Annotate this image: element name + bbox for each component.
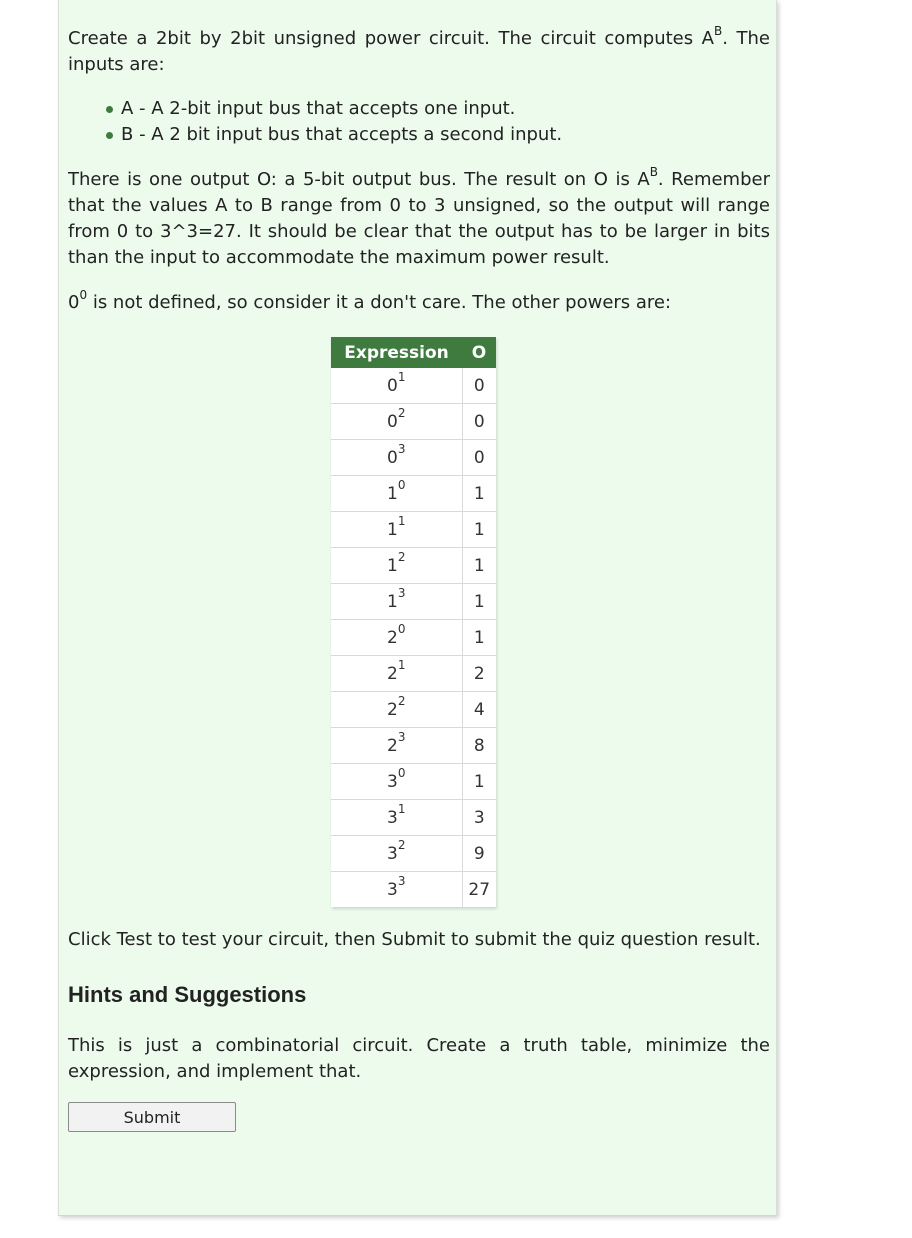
submit-button[interactable]: Submit (68, 1102, 236, 1132)
expression-base: 1 (387, 555, 398, 576)
output-cell: 9 (462, 836, 496, 872)
intro-paragraph (68, 26, 770, 78)
table-row (331, 728, 496, 764)
output-exponent: B (649, 165, 658, 179)
bullet-icon (106, 132, 113, 139)
expression-base: 0 (387, 375, 398, 396)
output-cell: 1 (462, 764, 496, 800)
expression-exponent: 0 (397, 765, 406, 780)
expression-cell (331, 476, 462, 512)
table-row (331, 548, 496, 584)
output-cell: 1 (462, 476, 496, 512)
output-cell: 27 (468, 879, 491, 900)
expression-base: 0 (387, 447, 398, 468)
expression-exponent: 2 (397, 549, 406, 564)
expression-cell (331, 692, 462, 728)
question-panel (58, 0, 777, 1216)
expression-exponent: 1 (397, 657, 406, 672)
expression-base: 2 (387, 699, 398, 720)
table-header-row (331, 337, 496, 368)
table-row (331, 656, 496, 692)
hints-paragraph: This is just a combinatorial circuit. Create a truth table, minimize the expression, and implement that. (68, 1035, 770, 1082)
output-cell: 0 (462, 440, 496, 476)
expression-exponent: 3 (397, 729, 406, 744)
table-row (331, 764, 496, 800)
output-cell: 8 (462, 728, 496, 764)
expression-base: 3 (387, 879, 398, 900)
table-row (331, 404, 496, 440)
expression-cell (331, 872, 462, 908)
table-row (331, 440, 496, 476)
table-body (331, 368, 496, 907)
expression-cell (331, 404, 462, 440)
expression-exponent: 2 (397, 837, 406, 852)
intro-exponent: B (714, 24, 723, 38)
output-text: There is one output O: a 5-bit output bus. The result on O is A (68, 169, 650, 190)
expression-cell (331, 764, 462, 800)
input-b-description: B - A 2 bit input bus that accepts a second input. (121, 124, 563, 145)
powers-table (331, 337, 496, 907)
list-item (104, 122, 770, 148)
output-cell: 4 (462, 692, 496, 728)
question-content (68, 26, 770, 1132)
expression-exponent: 3 (397, 441, 406, 456)
expression-cell (331, 584, 462, 620)
expression-cell (331, 728, 462, 764)
table-row (331, 800, 496, 836)
table-row (331, 368, 496, 404)
input-a-description: A - A 2-bit input bus that accepts one input. (121, 98, 516, 119)
undefined-text: is not defined, so consider it a don't care. The other powers are: (87, 292, 672, 313)
expression-exponent: 3 (397, 873, 406, 888)
expression-exponent: 3 (397, 585, 406, 600)
table-row (331, 476, 496, 512)
table-row (331, 872, 496, 908)
expression-cell (331, 440, 462, 476)
bullet-icon (106, 106, 113, 113)
table-row (331, 692, 496, 728)
output-cell: 3 (462, 800, 496, 836)
hints-heading: Hints and Suggestions (68, 982, 307, 1007)
header-expression: Expression (331, 337, 462, 368)
expression-exponent: 1 (397, 513, 406, 528)
expression-cell (331, 836, 462, 872)
output-cell: 1 (462, 584, 496, 620)
expression-base: 3 (387, 807, 398, 828)
expression-base: 2 (387, 627, 398, 648)
expression-cell (331, 800, 462, 836)
expression-cell (331, 548, 462, 584)
expression-exponent: 0 (397, 477, 406, 492)
expression-exponent: 2 (397, 693, 406, 708)
expression-base: 3 (387, 843, 398, 864)
expression-base: 3 (387, 771, 398, 792)
expression-exponent: 1 (397, 369, 406, 384)
output-cell: 1 (462, 548, 496, 584)
expression-cell (331, 368, 462, 404)
expression-base: 0 (387, 411, 398, 432)
output-tail: . Remember that the values A to B range from 0 to 3 unsigned, so the output will range from 0 to 3^3=27. It should be clear that the output has to be larger in bits than the input to accommodate the maximum power result. (68, 169, 770, 268)
expression-base: 2 (387, 735, 398, 756)
expression-cell (331, 512, 462, 548)
output-cell: 0 (462, 404, 496, 440)
table-row (331, 512, 496, 548)
expression-exponent: 1 (397, 801, 406, 816)
output-cell: 1 (462, 620, 496, 656)
expression-cell (331, 656, 462, 692)
expression-cell (331, 620, 462, 656)
inputs-list (68, 96, 770, 148)
expression-base: 1 (387, 519, 398, 540)
list-item (104, 96, 770, 122)
output-cell: 0 (462, 368, 496, 404)
output-cell: 1 (462, 512, 496, 548)
instructions-paragraph: Click Test to test your circuit, then Submit to submit the quiz question result. (68, 929, 761, 950)
table-row (331, 836, 496, 872)
expression-exponent: 0 (397, 621, 406, 636)
expression-exponent: 2 (397, 405, 406, 420)
undefined-exponent: 0 (79, 288, 88, 302)
table-row (331, 620, 496, 656)
intro-text: Create a 2bit by 2bit unsigned power circuit. The circuit computes A (68, 28, 714, 49)
table-row (331, 584, 496, 620)
undefined-base: 0 (68, 292, 80, 313)
expression-base: 1 (387, 483, 398, 504)
intro-tail: . The inputs are: (68, 28, 770, 75)
expression-base: 1 (387, 591, 398, 612)
header-output: O (462, 337, 496, 368)
output-paragraph (68, 167, 770, 271)
expression-base: 2 (387, 663, 398, 684)
undefined-paragraph (68, 290, 770, 316)
output-cell: 2 (462, 656, 496, 692)
